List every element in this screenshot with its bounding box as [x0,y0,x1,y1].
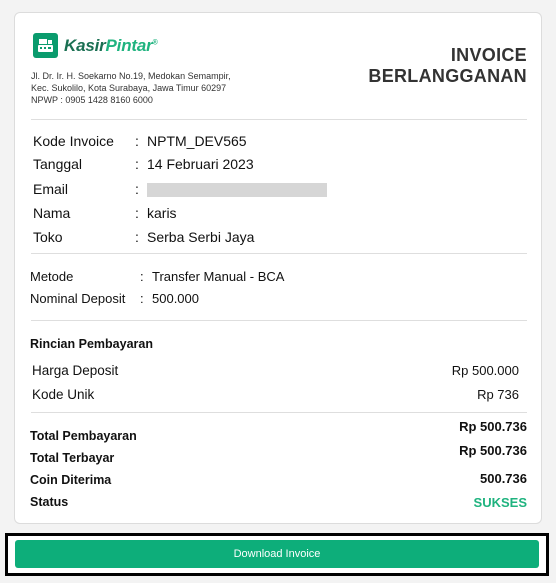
info-row-tanggal: Tanggal : 14 Februari 2023 [33,156,254,172]
divider [31,253,527,254]
npwp: NPWP : 0905 1428 8160 6000 [31,95,153,105]
download-area [5,533,549,576]
redacted-email [147,183,327,197]
payment-section-title: Rincian Pembayaran [30,337,153,351]
info-row-kode-invoice: Kode Invoice : NPTM_DEV565 [33,133,247,149]
total-pembayaran-value: Rp 500.736 [459,419,527,434]
nominal-deposit-row: Nominal Deposit : 500.000 [30,291,199,306]
download-invoice-button[interactable]: Download Invoice [15,540,539,568]
status-label: Status [30,495,69,509]
status-badge: SUKSES [473,495,527,510]
total-terbayar-value: Rp 500.736 [459,443,527,458]
info-row-toko: Toko : Serba Serbi Jaya [33,229,255,245]
payment-row-harga-deposit: Harga Deposit Rp 500.000 [32,363,519,378]
payment-row-kode-unik: Kode Unik Rp 736 [32,387,519,402]
cash-register-icon [33,33,58,58]
metode-row: Metode : Transfer Manual - BCA [30,269,285,284]
info-row-nama: Nama : karis [33,205,177,221]
invoice-card [14,12,542,524]
divider [31,320,527,321]
brand-logo [33,33,157,58]
coin-diterima-value: 500.736 [480,471,527,486]
total-terbayar-label: Total Terbayar [30,451,115,465]
brand-name: KasirPintar® [64,35,158,55]
total-pembayaran-label: Total Pembayaran [30,429,137,443]
coin-diterima-label: Coin Diterima [30,473,112,487]
info-row-email: Email : [33,181,327,200]
divider [31,412,527,413]
company-address: Jl. Dr. Ir. H. Soekarno No.19, Medokan Semampir, Kec. Sukolilo, Kota Surabaya, Jawa Timur 60297 [31,71,231,93]
divider [31,119,527,120]
page-title: INVOICE BERLANGGANAN [368,45,527,86]
